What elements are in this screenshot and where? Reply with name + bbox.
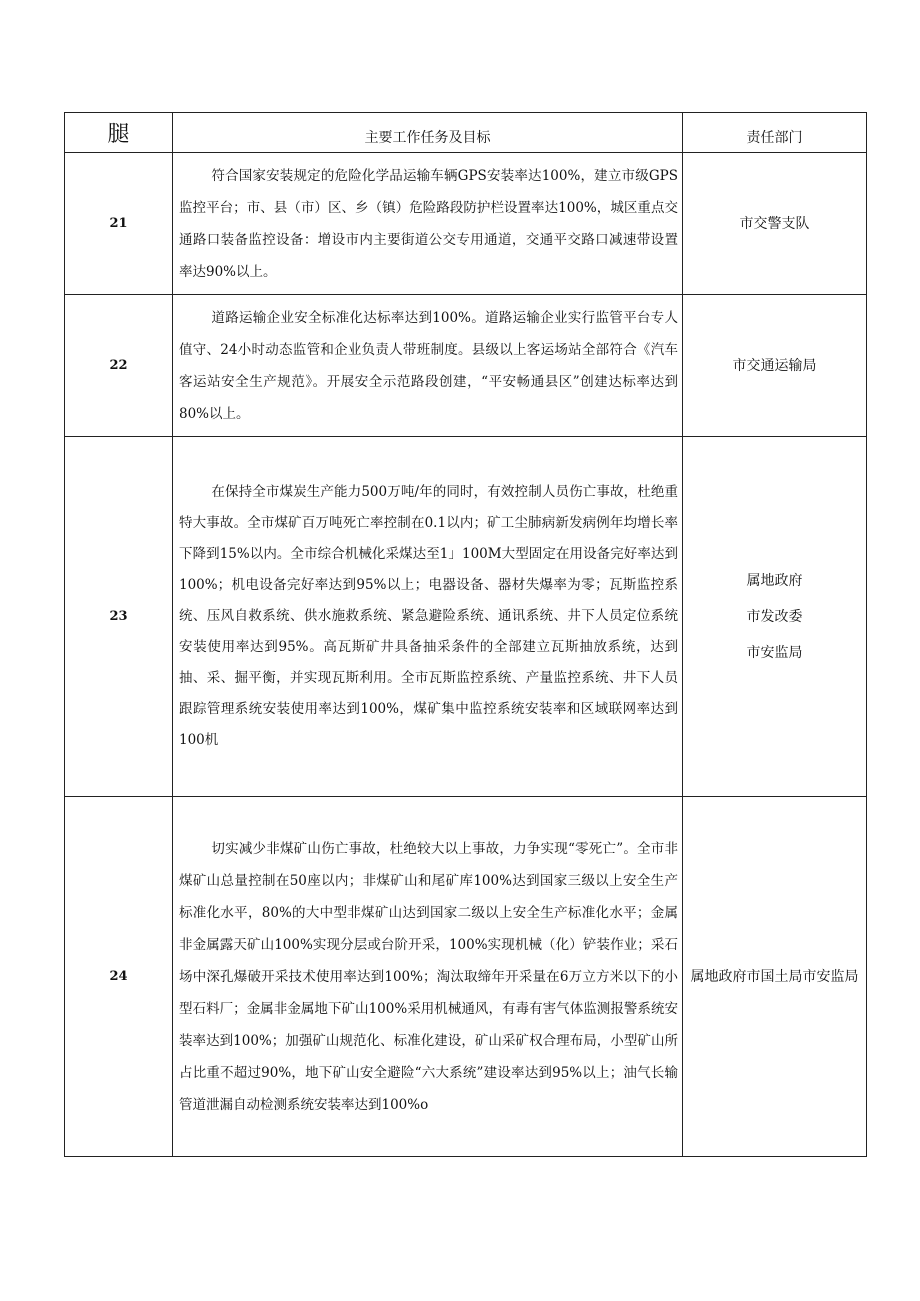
row-task	[173, 797, 683, 1157]
table-row	[65, 295, 867, 437]
department-name: 属地政府	[746, 572, 803, 589]
row-task	[173, 295, 683, 437]
table-row	[65, 153, 867, 295]
task-table	[64, 112, 867, 1157]
table-row	[65, 797, 867, 1157]
row-department	[683, 437, 867, 797]
table-row	[65, 437, 867, 797]
row-department	[683, 797, 867, 1157]
task-text: 道路运输企业安全标准化达标率达到100%。道路运输企业实行监管平台专人值守、24小时动态监管和企业负责人带班制度。县级以上客运场站全部符合《汽车客运站安全生产规范》。开展安全示范路段创建，“平安畅通县区”创建达标率达到80%以上。	[179, 309, 678, 422]
task-text: 切实减少非煤矿山伤亡事故，杜绝较大以上事故，力争实现“零死亡”。全市非煤矿山总量控制在50座以内；非煤矿山和尾矿库100%达到国家三级以上安全生产标准化水平，80%的大中型非煤矿山达到国家二级以上安全生产标准化水平；金属非金属露天矿山100%实现分层或台阶开采，100%实现机械（化）铲装作业；采石场中深孔爆破开采技术使用率达到100%；淘汰取缔年开采量在6万立方米以下的小型石料厂；金属非金属地下矿山100%采用机械通风，有毒有害气体监测报警系统安装率达到100%；加强矿山规范化、标准化建设，矿山采矿权合理布局，小型矿山所占比重不超过90%，地下矿山安全避险“六大系统”建设率达到95%以上；油气长输管道泄漏自动检测系统安装率达到100%o	[179, 840, 678, 1113]
row-department	[683, 295, 867, 437]
row-number: 22	[65, 295, 173, 437]
row-department	[683, 153, 867, 295]
department-name: 市交通运输局	[732, 357, 817, 374]
department-name: 市安监局	[746, 644, 803, 661]
row-number: 24	[65, 797, 173, 1157]
table-header-row	[65, 113, 867, 153]
department-name: 属地政府市国土局市安监局	[690, 968, 859, 985]
department-name: 市发改委	[746, 608, 803, 625]
department-name: 市交警支队	[739, 215, 810, 232]
row-task	[173, 437, 683, 797]
row-number: 23	[65, 437, 173, 797]
header-number: 腿	[65, 113, 173, 153]
row-task	[173, 153, 683, 295]
task-text: 在保持全市煤炭生产能力500万吨/年的同时，有效控制人员伤亡事故，杜绝重特大事故。全市煤矿百万吨死亡率控制在0.1以内；矿工尘肺病新发病例年均增长率下降到15%以内。全市综合机械化采煤达至1」100M大型固定在用设备完好率达到100%；机电设备完好率达到95%以上；电器设备、器材失爆率为零；瓦斯监控系统、压风自救系统、供水施救系统、紧急避险系统、通讯系统、井下人员定位系统安装使用率达到95%。高瓦斯矿井具备抽采条件的全部建立瓦斯抽放系统，达到抽、采、掘平衡，并实现瓦斯利用。全市瓦斯监控系统、产量监控系统、井下人员跟踪管理系统安装使用率达到100%，煤矿集中监控系统安装率和区域联网率达到100机	[179, 484, 678, 748]
task-text: 符合国家安装规定的危险化学品运输车辆GPS安装率达100%，建立市级GPS监控平台；市、县（市）区、乡（镇）危险路段防护栏设置率达100%，城区重点交通路口装备监控设备：增设市内主要街道公交专用通道，交通平交路口减速带设置率达90%以上。	[179, 167, 678, 280]
header-department: 责任部门	[683, 113, 867, 153]
header-task: 主要工作任务及目标	[173, 113, 683, 153]
row-number: 21	[65, 153, 173, 295]
